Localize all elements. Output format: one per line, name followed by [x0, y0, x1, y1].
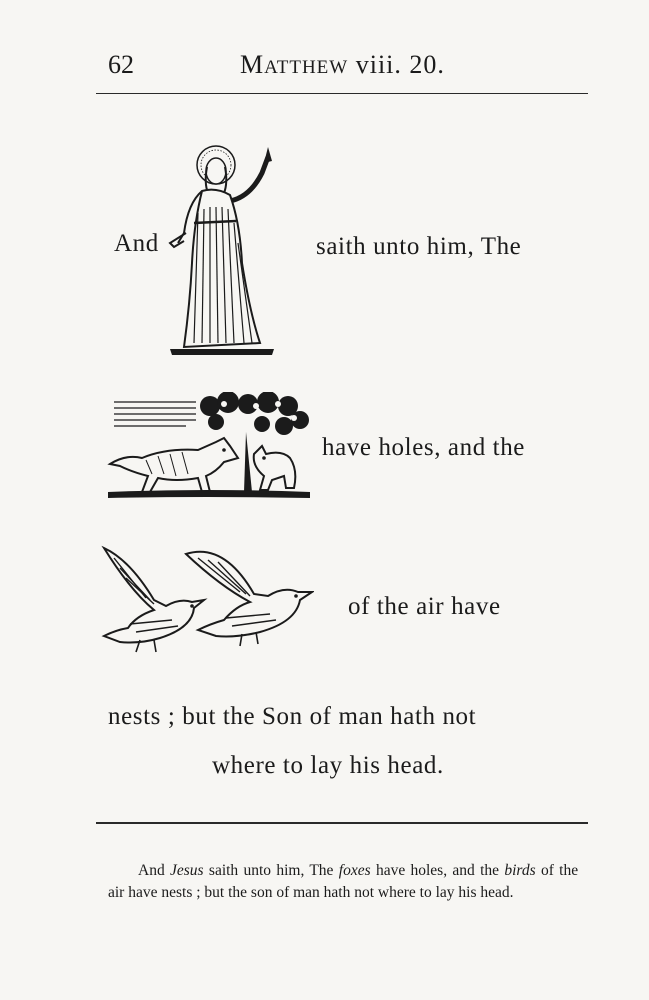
- footnote-rule: [96, 822, 588, 824]
- rebus-line1-before: And: [114, 230, 159, 257]
- title-rest: ATTHEW: [264, 57, 349, 78]
- footnote-part3: have holes, and the: [375, 862, 500, 879]
- footnote-word-jesus: Jesus: [170, 862, 204, 879]
- footnote-part2: saith unto him, The: [208, 862, 334, 879]
- rebus-line5: where to lay his head.: [212, 752, 444, 779]
- rebus-line3-after: of the air have: [348, 593, 501, 620]
- title-reference: viii. 20.: [355, 50, 445, 79]
- rebus-line2-after: have holes, and the: [322, 434, 526, 461]
- foxes-icon: [106, 392, 312, 502]
- footnote-text: [108, 860, 578, 904]
- jesus-figure-icon: [164, 143, 280, 358]
- footnote-part4: of the air have nests ; but the son of man hath not where to lay his head.: [108, 862, 579, 901]
- footnote-part1: And: [138, 862, 165, 879]
- footnote-word-foxes: foxes: [338, 862, 371, 879]
- header-rule: [96, 93, 588, 94]
- title-initial: M: [240, 50, 265, 79]
- birds-icon: [100, 540, 314, 662]
- rebus-line4: nests ; but the Son of man hath not: [108, 703, 477, 730]
- running-title: [240, 50, 445, 80]
- page-number: 62: [108, 50, 134, 79]
- rebus-line1-after: saith unto him, The: [316, 233, 522, 260]
- footnote-word-birds: birds: [504, 862, 536, 879]
